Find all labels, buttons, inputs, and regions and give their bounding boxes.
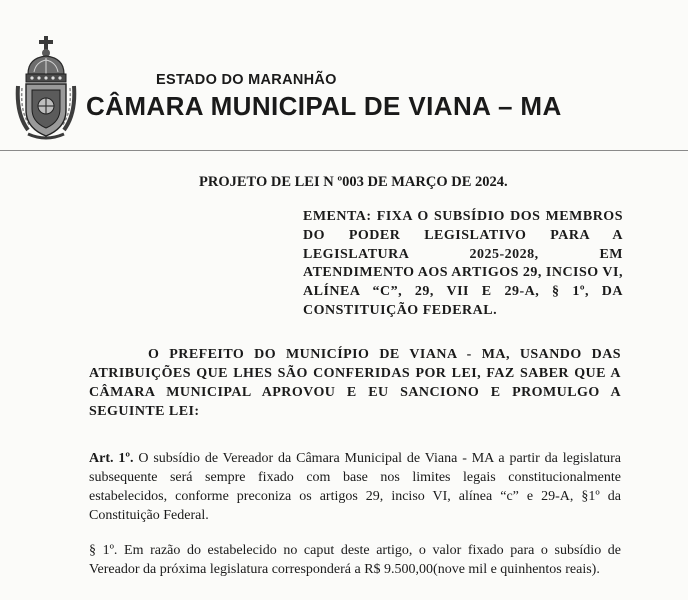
- paragraph-1-text: Em razão do estabelecido no caput deste artigo, o valor fixado para o subsídio de Vereador da próxima legislatura corresponderá a R$ 9.500,00(nove mil e quinhentos reais).: [89, 543, 621, 577]
- ementa-summary: EMENTA: FIXA O SUBSÍDIO DOS MEMBROS DO PODER LEGISLATIVO PARA A LEGISLATURA 2025-2028, EM ATENDIMENTO AOS ARTIGOS 29, INCISO VI, ALÍNEA “C”, 29, VII E 29-A, § 1º, DA CONSTITUIÇÃO FEDERAL.: [303, 209, 623, 318]
- header-divider: [0, 150, 688, 151]
- paragraph-1-label: § 1º.: [89, 543, 118, 558]
- bill-title: PROJETO DE LEI N º003 DE MARÇO DE 2024.: [199, 174, 508, 190]
- article-1-text: O subsídio de Vereador da Câmara Municipal de Viana - MA a partir da legislatura subsequente será sempre fixado com base nos limites legais constitucionalmente estabelecidos, conforme preconiza os artigos 29, inciso VI, alínea “c” e 29-A, §1º da Constituição Federal.: [89, 451, 622, 523]
- article-1-label: Art. 1º.: [89, 451, 134, 466]
- article-1: [89, 449, 621, 525]
- paragraph-1: [89, 541, 621, 579]
- state-name: ESTADO DO MARANHÃO: [156, 72, 337, 88]
- municipal-coat-of-arms-icon: [14, 34, 78, 142]
- enactment-clause: O PREFEITO DO MUNICÍPIO DE VIANA - MA, USANDO DAS ATRIBUIÇÕES QUE LHES SÃO CONFERIDAS POR LEI, FAZ SABER QUE A CÂMARA MUNICIPAL APROVOU E EU SANCIONO E PROMULGO A SEGUINTE LEI:: [89, 347, 621, 419]
- scan-fade: [0, 582, 688, 600]
- chamber-name: CÂMARA MUNICIPAL DE VIANA – MA: [86, 91, 562, 121]
